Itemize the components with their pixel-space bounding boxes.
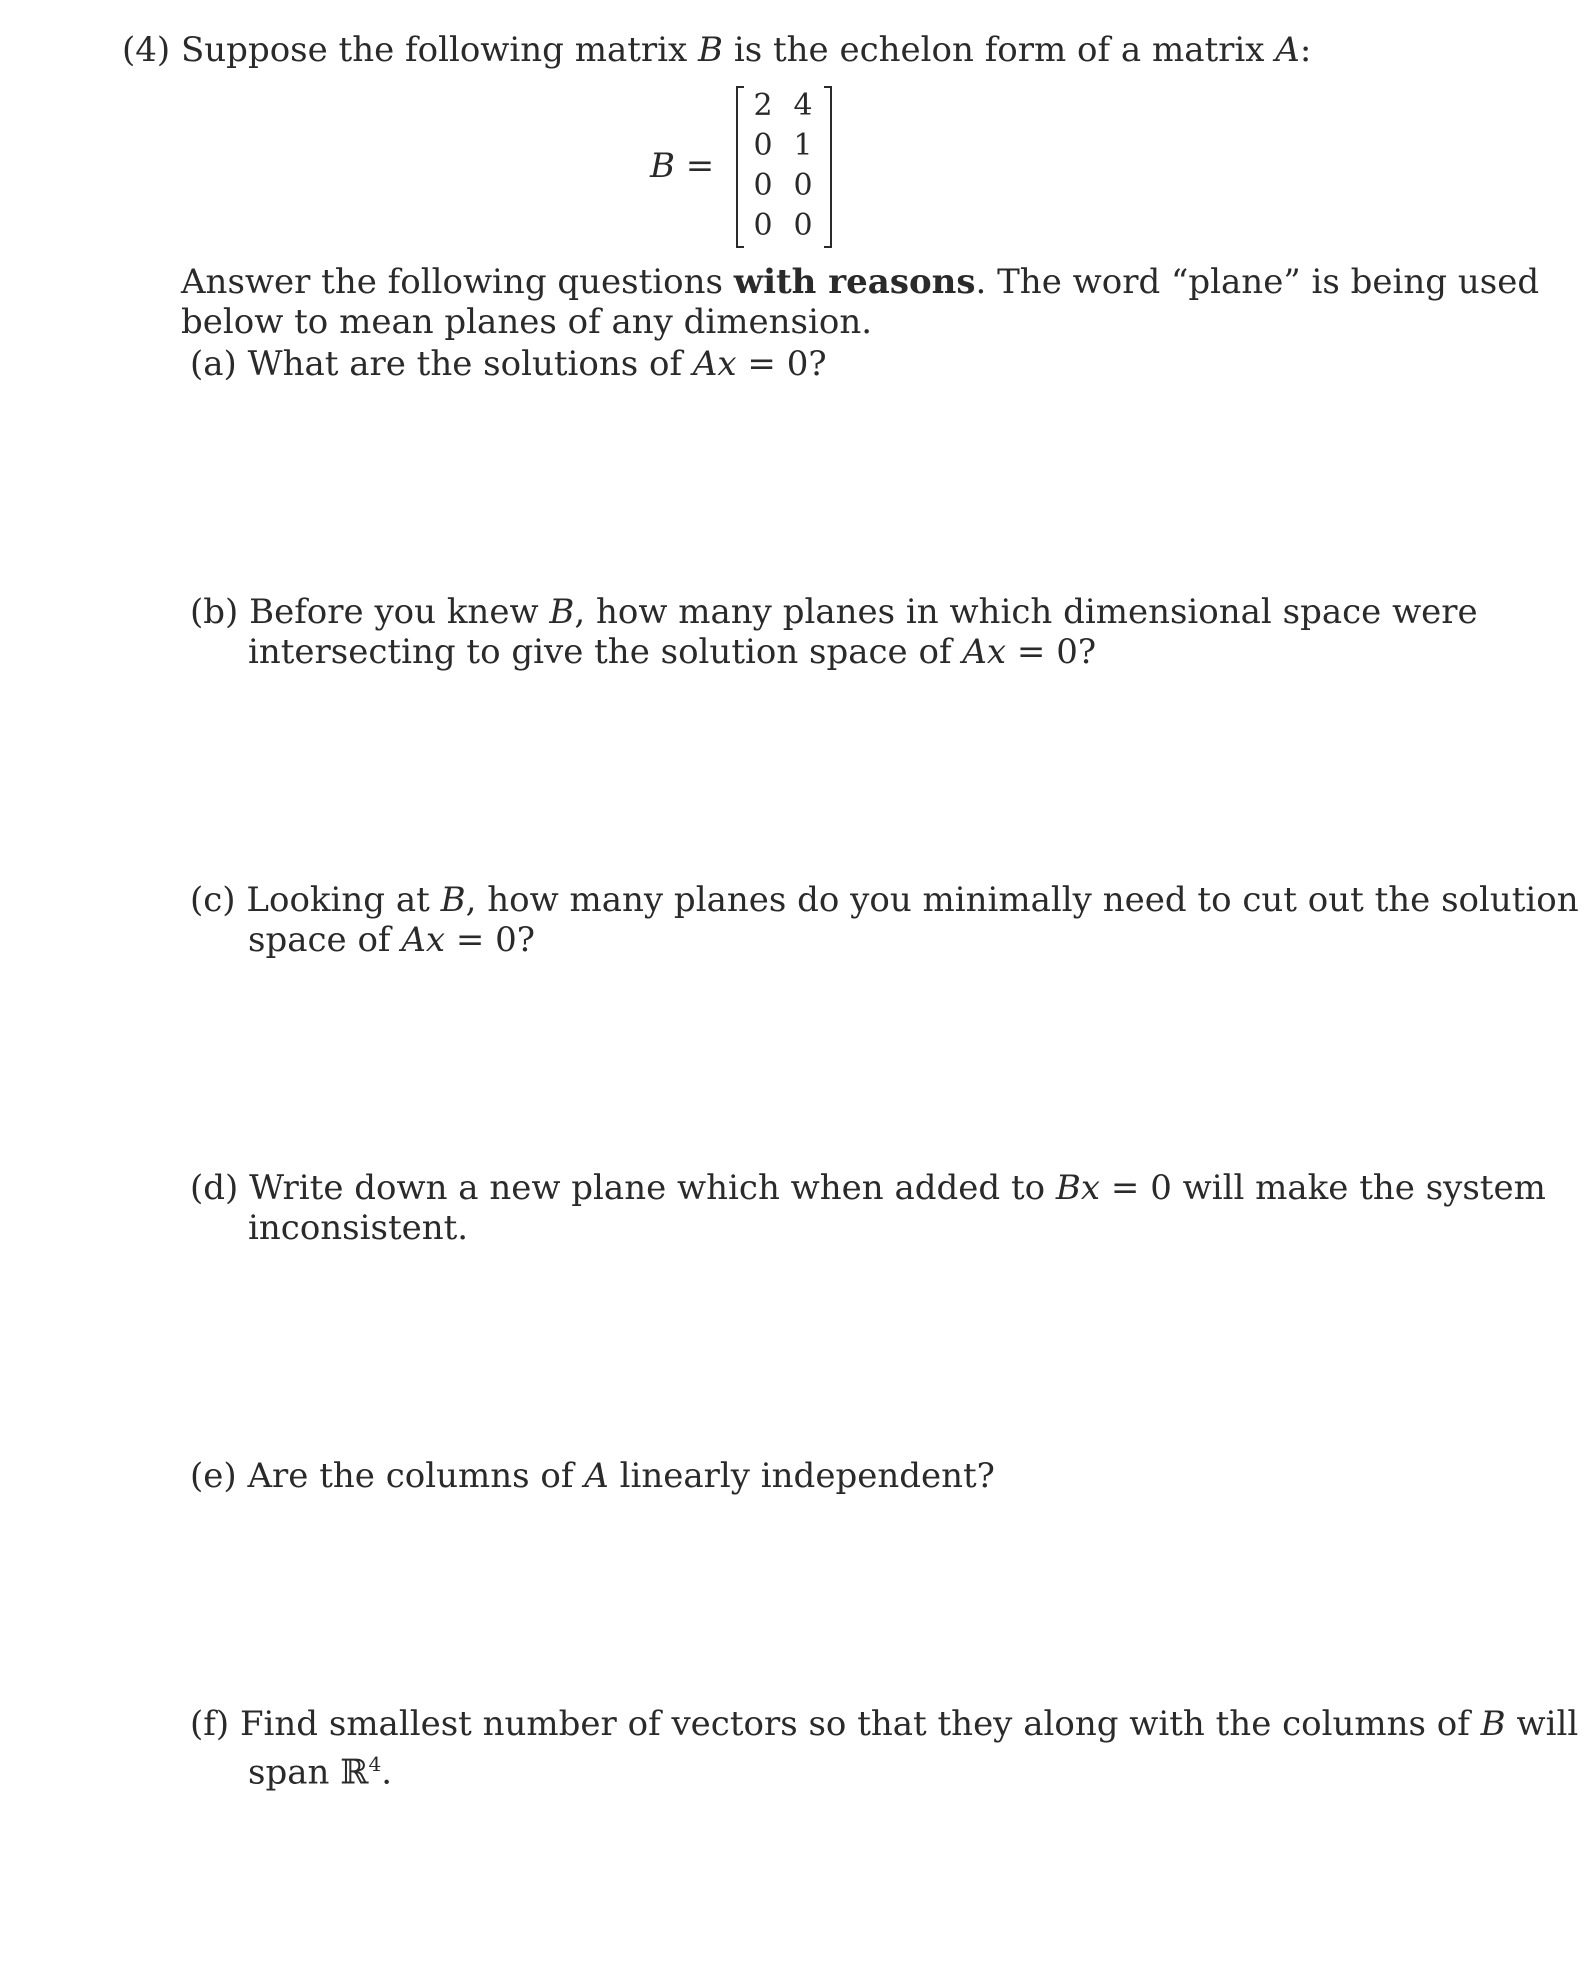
part-b-label: (b) xyxy=(190,592,239,632)
matrix-B xyxy=(736,86,832,248)
part-c-line-2: space of Ax = 0? xyxy=(248,920,536,960)
real-numbers-symbol: ℝ xyxy=(340,1752,369,1793)
instructions-line-2: below to mean planes of any dimension. xyxy=(181,302,873,342)
instructions-line-1: Answer the following questions with reasons. The word “plane” is being used xyxy=(181,262,1540,302)
matrix-cell: 4 xyxy=(793,88,813,123)
matrix-cell: 0 xyxy=(793,208,813,243)
part-a-label: (a) xyxy=(190,344,237,384)
part-d-line-2: inconsistent. xyxy=(248,1208,469,1248)
matrix-cell: 2 xyxy=(753,88,773,123)
question-intro: (4) Suppose the following matrix B is the echelon form of a matrix A: xyxy=(122,30,1312,70)
part-e-label: (e) xyxy=(190,1456,237,1496)
part-a: (a) What are the solutions of Ax = 0? xyxy=(190,344,827,384)
part-d-label: (d) xyxy=(190,1168,239,1208)
part-e: (e) Are the columns of A linearly independent? xyxy=(190,1456,995,1496)
part-c-line-1: (c) Looking at B, how many planes do you minimally need to cut out the solution xyxy=(190,880,1579,920)
matrix-cell: 0 xyxy=(753,128,773,163)
part-d-line-1: (d) Write down a new plane which when added to Bx = 0 will make the system xyxy=(190,1168,1546,1208)
matrix-cell: 0 xyxy=(753,208,773,243)
matrix-cell: 0 xyxy=(753,168,773,203)
part-f-line-2: span ℝ$^4$. xyxy=(248,1752,393,1793)
question-number: (4) xyxy=(122,30,171,70)
matrix-cell: 0 xyxy=(793,168,813,203)
part-f-label: (f) xyxy=(190,1704,230,1744)
part-b-line-2: intersecting to give the solution space of Ax = 0? xyxy=(248,632,1097,672)
part-b-line-1: (b) Before you knew B, how many planes in which dimensional space were xyxy=(190,592,1478,632)
matrix-left-bracket xyxy=(736,86,744,248)
part-c-label: (c) xyxy=(190,880,236,920)
matrix-lhs: B = xyxy=(650,146,715,186)
matrix-cell: 1 xyxy=(793,128,813,163)
part-f-line-1: (f) Find smallest number of vectors so that they along with the columns of B will xyxy=(190,1704,1579,1744)
matrix-right-bracket xyxy=(824,86,832,248)
